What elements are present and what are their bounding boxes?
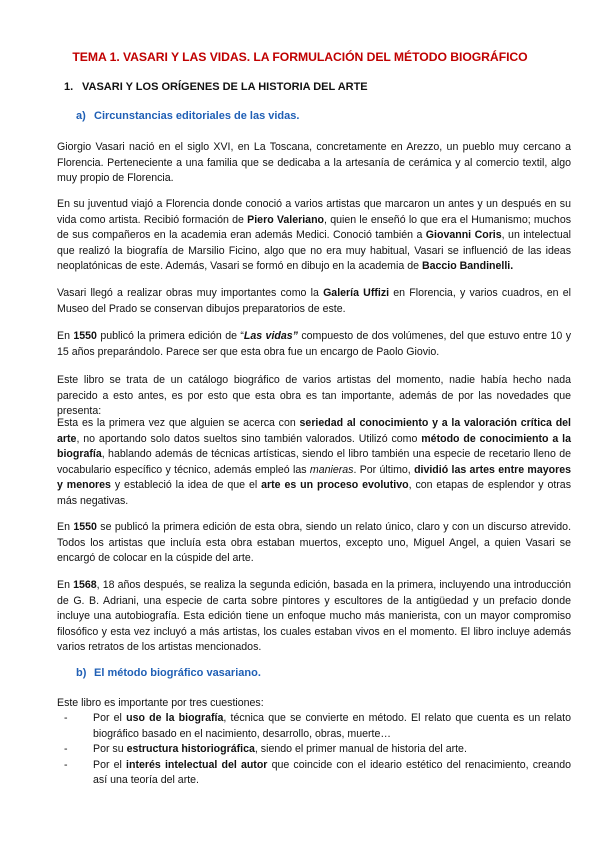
subsection-letter: a) xyxy=(76,110,86,122)
subsection-heading-b xyxy=(76,667,261,679)
subsection-heading-a xyxy=(76,110,299,122)
bullet-list xyxy=(57,711,571,789)
subsection-letter: b) xyxy=(76,667,87,679)
list-item: - Por el interés intelectual del autor que coincide con el ideario estético del renacimiento, creando así una teoría del arte. xyxy=(64,758,571,787)
subsection-title: Circunstancias editoriales de las vidas. xyxy=(94,110,300,122)
paragraph-6: Esta es la primera vez que alguien se acerca con seriedad al conocimiento y a la valoración crítica del arte, no aportando solo datos sueltos sino también valorados. Utilizó como método de conocimiento a la biografía, hablando además de técnicas artísticas, siendo el libro también una especie de recetario lleno de vocabulario específico y técnico, además empleó las manieras. Por último, dividió las artes entre mayores y menores y estableció la idea de que el arte es un proceso evolutivo, con etapas de esplendor y otras más negativas. xyxy=(57,417,572,507)
list-item: - Por su estructura historiográfica, siendo el primer manual de historia del arte. xyxy=(64,743,467,756)
section-heading-1 xyxy=(64,81,368,93)
section-title: VASARI Y LOS ORÍGENES DE LA HISTORIA DEL ARTE xyxy=(82,81,368,93)
list-item: - Por el uso de la biografía, técnica que se convierte en método. El relato que cuenta es un relato biográfico basado en el nacimiento, desarrollo, obras, muerte… xyxy=(64,712,571,740)
subsection-title: El método biográfico vasariano. xyxy=(94,667,261,679)
paragraph-7: En 1550 se publicó la primera edición de esta obra, siendo un relato único, claro y con un discurso atrevido. Todos los artistas que incluía esta obra estaban muertos, excepto uno, Miguel Angel, a quien Vasari se encargó de colocar en la cúspide del arte. xyxy=(57,521,572,565)
paragraph-8: En 1568, 18 años después, se realiza la segunda edición, basada en la primera, incluyendo una introducción de G. B. Adriani, una especie de carta sobre pintores y escultores de la antigüedad y un prefacio donde incluye una autobiografía. Esta edición tiene un enfoque mucho más manierista, con un mayor compromiso filosófico y esta vez incluyó a más artistas, los cuales estaban vivos en el momento. El libro incluye además varios retratos de los artistas mencionados. xyxy=(57,579,571,654)
paragraph-2: En su juventud viajó a Florencia donde conoció a varios artistas que marcaron un antes y un después en su vida como artista. Recibió formación de Piero Valeriano, quien le enseñó lo que era el Humanismo; muchos de sus compañeros en la academia eran además Medici. Conoció también a Giovanni Coris, un intelectual que realizó la biografía de Marsilio Ficino, algo que no era muy habitual, Vasari se influenció de las ideas neoplatónicas de este. Además, Vasari se formó en dibujo en la academia de Baccio Bandinelli. xyxy=(57,198,572,273)
paragraph-9: Este libro es importante por tres cuestiones: xyxy=(57,697,264,709)
paragraph-3: Vasari llegó a realizar obras muy importantes como la Galería Uffizi en Florencia, y varios cuadros, en el Museo del Prado se conservan dibujos preparatorios de este. xyxy=(57,287,571,315)
paragraph-1: Giorgio Vasari nació en el siglo XVI, en La Toscana, concretamente en Arezzo, un pueblo muy cercano a Florencia. Perteneciente a una familia que se dedicaba a la artesanía de cerámica y al comercio textil, algo muy propio de Florencia. xyxy=(57,141,571,185)
document-title: TEMA 1. VASARI Y LAS VIDAS. LA FORMULACIÓN DEL MÉTODO BIOGRÁFICO xyxy=(72,50,528,64)
section-number: 1. xyxy=(64,81,74,93)
paragraph-5: Este libro se trata de un catálogo biográfico de varios artistas del momento, nadie había hecho nada parecido a esto antes, es por esto que esta obra es tan importante, además de por las novedades que presenta: xyxy=(57,374,571,418)
paragraph-4: En 1550 publicó la primera edición de “Las vidas” compuesto de dos volúmenes, del que estuvo entre 10 y 15 años preparándolo. Parece ser que esta obra fue un encargo de Paolo Giovio. xyxy=(57,330,571,358)
